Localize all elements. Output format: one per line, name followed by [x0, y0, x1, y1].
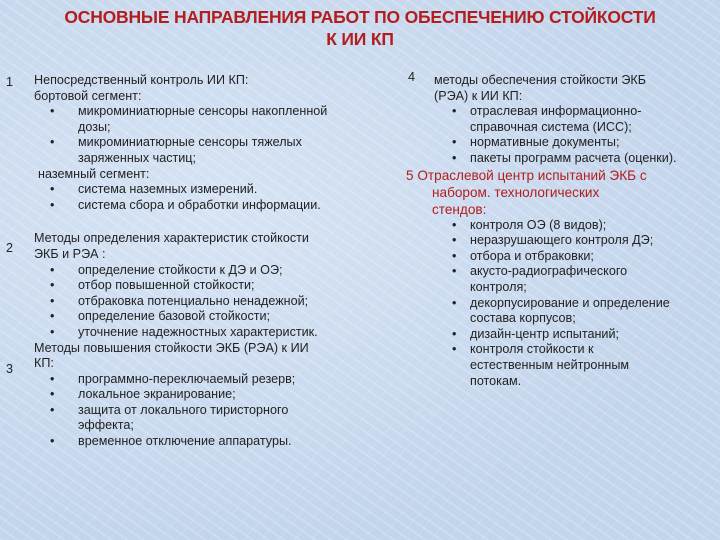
ground-segment-label: наземный сегмент:	[38, 166, 150, 181]
list-item: • отбраковка потенциально ненадежной;	[50, 293, 309, 308]
list-item: • дизайн-центр испытаний;	[452, 326, 620, 341]
left-column	[34, 73, 394, 450]
list-item: • неразрушающего контроля ДЭ;	[452, 233, 654, 248]
section-3-heading-cont: КП:	[34, 356, 54, 371]
item-number-4: 4	[408, 70, 416, 84]
section-4-heading-cont: (РЭА) к ИИ КП:	[434, 88, 523, 103]
list-item-continuation: состава корпусов;	[470, 311, 576, 326]
list-item: • микроминиатюрные сенсоры тяжелых	[50, 135, 302, 150]
list-item: • временное отключение аппаратуры.	[50, 434, 292, 449]
list-item-continuation: заряженных частиц;	[78, 150, 197, 165]
item-number-1: 1	[6, 75, 14, 89]
list-item: • отбор повышенной стойкости;	[50, 278, 255, 293]
list-item: • микроминиатюрные сенсоры накопленной	[50, 104, 328, 119]
board-segment-label: бортовой сегмент:	[34, 88, 142, 103]
list-item: • уточнение надежностных характеристик.	[50, 324, 318, 339]
section-3-heading: Методы повышения стойкости ЭКБ (РЭА) к ИИ	[34, 340, 309, 355]
list-item: • программно-переключаемый резерв;	[50, 371, 296, 386]
list-item: • локальное экранирование;	[50, 387, 236, 402]
section-1-heading: Непосредственный контроль ИИ КП:	[34, 73, 249, 87]
right-column	[406, 73, 715, 389]
list-item: • пакеты программ расчета (оценки).	[452, 150, 677, 165]
list-item-continuation: потокам.	[470, 373, 522, 388]
list-item: • декорпусирование и определение	[452, 295, 670, 310]
section-4-heading: методы обеспечения стойкости ЭКБ	[434, 73, 647, 87]
list-item: • контроля стойкости к	[452, 342, 594, 357]
item-number-2: 2	[6, 241, 14, 255]
list-item: • определение базовой стойкости;	[50, 309, 271, 324]
item-number-3: 3	[6, 362, 14, 376]
list-item: • отраслевая информационно-	[452, 104, 642, 119]
title-line-2: К ИИ КП	[326, 29, 394, 49]
list-item: • система сбора и обработки информации.	[50, 197, 321, 212]
list-item: • акусто-радиографического	[452, 264, 628, 279]
section-5-heading-cont: стендов:	[432, 201, 487, 217]
list-item: • нормативные документы;	[452, 135, 620, 150]
slide-title	[0, 6, 720, 50]
section-5-heading: 5 Отраслевой центр испытаний ЭКБ с	[406, 167, 647, 183]
list-item-continuation: дозы;	[78, 119, 111, 134]
list-item: • определение стойкости к ДЭ и ОЭ;	[50, 262, 283, 277]
list-item: • отбора и отбраковки;	[452, 248, 594, 263]
list-item-continuation: контроля;	[470, 279, 527, 294]
list-item: • система наземных измерений.	[50, 182, 258, 197]
section-2-heading-cont: ЭКБ и РЭА :	[34, 246, 106, 261]
list-item: • защита от локального тиристорного	[50, 402, 289, 417]
section-2-heading: Методы определения характеристик стойкости	[34, 231, 309, 246]
list-item-continuation: справочная система (ИСС);	[470, 119, 632, 134]
list-item: • контроля ОЭ (8 видов);	[452, 217, 607, 232]
list-item-continuation: естественным нейтронным	[470, 357, 630, 372]
title-line-1: ОСНОВНЫЕ НАПРАВЛЕНИЯ РАБОТ ПО ОБЕСПЕЧЕНИЮ СТОЙКОСТИ	[64, 7, 656, 27]
section-5-heading-cont: набором. технологических	[432, 184, 600, 200]
list-item-continuation: эффекта;	[78, 418, 134, 433]
